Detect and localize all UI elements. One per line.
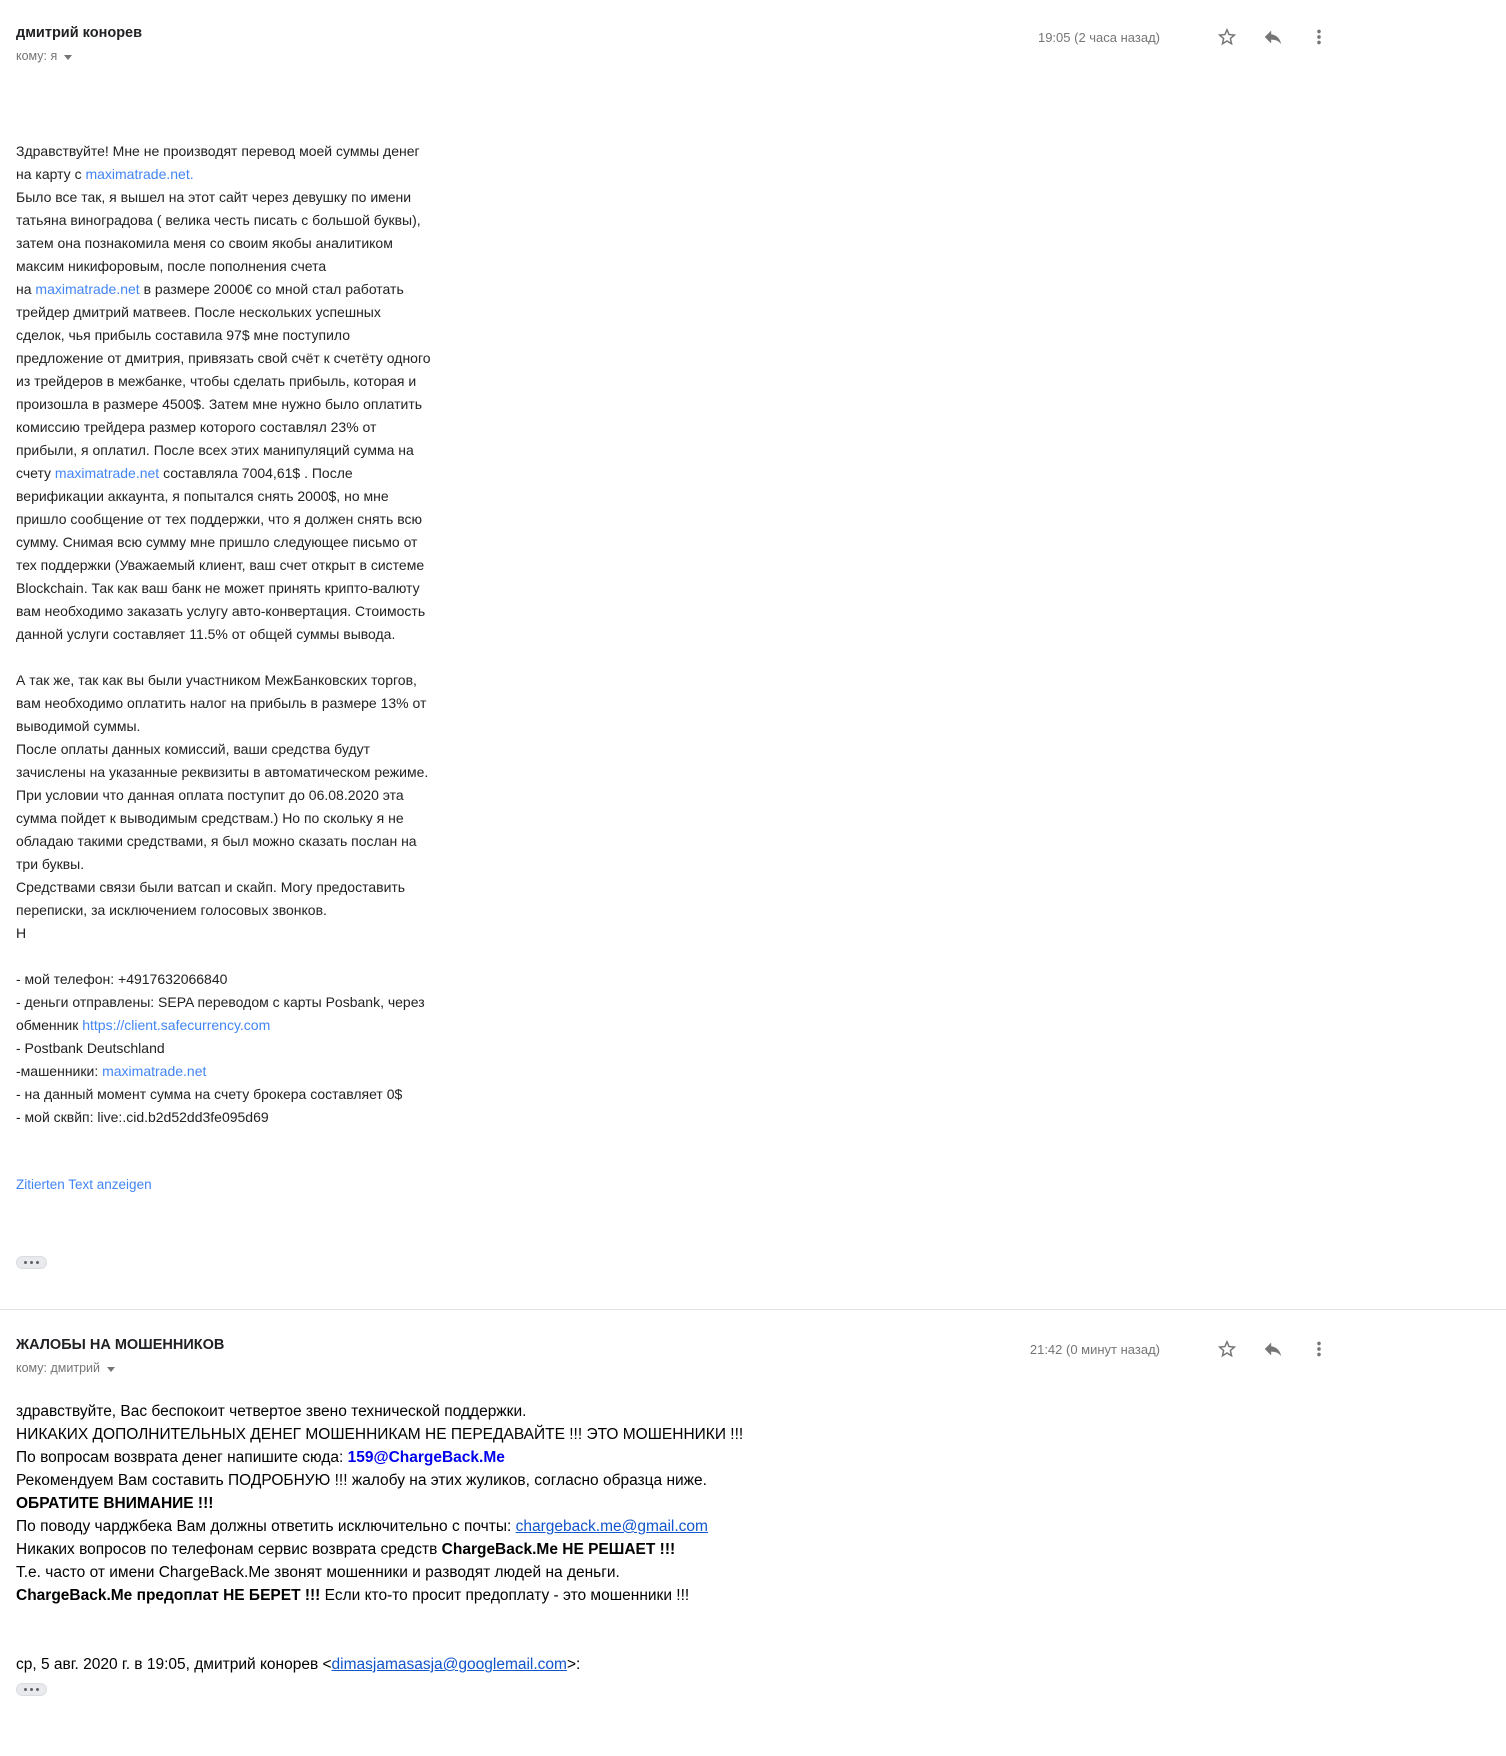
- sender-name: дмитрий конорев: [16, 25, 143, 41]
- body-text: на карту с: [16, 166, 86, 182]
- body-line: [16, 1630, 1506, 1653]
- body-text: комиссию трейдера размер которого составлял 23% от: [16, 419, 377, 435]
- body-link[interactable]: maximatrade.net.: [85, 166, 194, 182]
- body-line: [16, 922, 1506, 945]
- body-line: [16, 830, 1506, 853]
- body-line: [16, 301, 1506, 324]
- more-button[interactable]: [1308, 1338, 1330, 1360]
- body-line: [16, 278, 1506, 301]
- body-text: верификации аккаунта, я попытался снять 2000$, но мне: [16, 488, 389, 504]
- body-line: [16, 1538, 1506, 1561]
- body-line: [16, 439, 1506, 462]
- body-line: [16, 1037, 1506, 1060]
- message-body: [16, 1400, 1506, 1676]
- body-line: [16, 462, 1506, 485]
- message-1-header-right: [1038, 26, 1330, 48]
- star-icon: [1216, 1338, 1238, 1360]
- body-line: [16, 393, 1506, 416]
- show-quoted-text-link[interactable]: Zitierten Text anzeigen: [16, 1177, 152, 1192]
- body-line: [16, 692, 1506, 715]
- message-2: [0, 1310, 1506, 1696]
- body-text: Н: [16, 925, 27, 941]
- body-link[interactable]: maximatrade.net: [35, 281, 140, 297]
- body-text: счету: [16, 465, 55, 481]
- body-line: [16, 255, 1506, 278]
- body-text: составляла 7004,61$ . После: [159, 465, 353, 481]
- star-icon: [1216, 26, 1238, 48]
- body-link[interactable]: chargeback.me@gmail.com: [515, 1518, 708, 1535]
- body-text: татьяна виноградова ( велика честь писать с большой буквы),: [16, 212, 421, 228]
- body-text: данной услуги составляет 11.5% от общей суммы вывода.: [16, 626, 396, 642]
- message-body: [16, 140, 1506, 1129]
- reply-icon: [1262, 1338, 1284, 1360]
- body-link[interactable]: maximatrade.net: [102, 1063, 207, 1079]
- body-line: [16, 991, 1506, 1014]
- body-line: [16, 1446, 1506, 1469]
- star-button[interactable]: [1216, 26, 1238, 48]
- body-line: [16, 945, 1506, 968]
- body-text: выводимой суммы.: [16, 718, 141, 734]
- body-text: из трейдеров в межбанке, чтобы сделать прибыль, которая и: [16, 373, 417, 389]
- message-1-header-left: [16, 24, 142, 64]
- recipient-label: кому: я: [16, 49, 58, 63]
- ellipsis-icon: [24, 1261, 27, 1264]
- reply-button[interactable]: [1262, 26, 1284, 48]
- body-line: [16, 1469, 1506, 1492]
- body-line: [16, 508, 1506, 531]
- more-vert-icon: [1308, 26, 1330, 48]
- body-link[interactable]: 159@ChargeBack.Me: [347, 1449, 505, 1466]
- body-line: [16, 416, 1506, 439]
- body-link[interactable]: maximatrade.net: [54, 465, 160, 481]
- body-line: [16, 554, 1506, 577]
- show-trimmed-content-button[interactable]: [16, 1256, 47, 1269]
- body-text: Здравствуйте! Мне не производят перевод моей суммы денег: [16, 143, 420, 159]
- ellipsis-icon: [24, 1688, 27, 1691]
- recipient-row[interactable]: [16, 1361, 224, 1376]
- body-line: [16, 1014, 1506, 1037]
- body-line: [16, 1653, 1506, 1676]
- message-2-header-right: [1030, 1338, 1330, 1360]
- body-line: [16, 232, 1506, 255]
- body-text: ChargeBack.Me НЕ РЕШАЕТ !!!: [441, 1541, 676, 1558]
- body-text: ср, 5 авг. 2020 г. в 19:05, дмитрий конорев <: [16, 1656, 332, 1673]
- body-text: обладаю такими средствами, я был можно сказать послан на: [16, 833, 417, 849]
- body-text: в размере 2000€ со мной стал работать: [139, 281, 404, 297]
- body-text: здравствуйте, Вас беспокоит четвертое звено технической поддержки.: [16, 1403, 527, 1420]
- body-text: По поводу чарджбека Вам должны ответить исключительно с почты:: [16, 1518, 516, 1535]
- body-line: [16, 968, 1506, 991]
- body-line: [16, 784, 1506, 807]
- body-text: произошла в размере 4500$. Затем мне нужно было оплатить: [16, 396, 423, 412]
- body-text: - Postbank Deutschland: [16, 1040, 165, 1056]
- body-text: Если кто-то просит предоплату - это мошенники !!!: [320, 1587, 690, 1604]
- body-line: [16, 1515, 1506, 1538]
- sender-name: ЖАЛОБЫ НА МОШЕННИКОВ: [16, 1337, 225, 1353]
- body-link[interactable]: https://client.safecurrency.com: [82, 1017, 271, 1033]
- body-text: максим никифоровым, после пополнения счета: [16, 258, 327, 274]
- body-text: - мой сквйп: live:.cid.b2d52dd3fe095d69: [16, 1109, 269, 1125]
- body-text: на: [16, 281, 36, 297]
- body-line: [16, 1561, 1506, 1584]
- body-text: Средствами связи были ватсап и скайп. Могу предоставить: [16, 879, 406, 895]
- body-text: прибыли, я оплатил. После всех этих манипуляций сумма на: [16, 442, 414, 458]
- body-line: [16, 531, 1506, 554]
- body-line: [16, 1423, 1506, 1446]
- chevron-down-icon[interactable]: [64, 55, 72, 60]
- body-line: [16, 324, 1506, 347]
- body-text: -машенники:: [16, 1063, 103, 1079]
- body-text: переписки, за исключением голосовых звонков.: [16, 902, 327, 918]
- recipient-label: кому: дмитрий: [16, 1361, 101, 1375]
- body-line: [16, 1607, 1506, 1630]
- body-text: предложение от дмитрия, привязать свой счёт к счетёту одного: [16, 350, 431, 366]
- body-line: [16, 899, 1506, 922]
- body-line: [16, 186, 1506, 209]
- body-line: [16, 163, 1506, 186]
- body-line: [16, 623, 1506, 646]
- body-text: сумма пойдет к выводимым средствам.) Но по скольку я не: [16, 810, 404, 826]
- timestamp: 21:42 (0 минут назад): [1029, 1341, 1160, 1357]
- body-line: [16, 1492, 1506, 1515]
- body-line: [16, 715, 1506, 738]
- body-text: три буквы.: [16, 856, 85, 872]
- timestamp: 19:05 (2 часа назад): [1037, 29, 1160, 45]
- body-line: [16, 577, 1506, 600]
- message-1-header: [16, 0, 1506, 64]
- body-line: [16, 347, 1506, 370]
- body-line: [16, 485, 1506, 508]
- body-text: вам необходимо заказать услугу авто-конвертация. Стоимость: [16, 603, 426, 619]
- body-text: тех поддержки (Уважаемый клиент, ваш счет открыт в системе: [16, 557, 425, 573]
- body-line: [16, 1106, 1506, 1129]
- body-text: сделок, чья прибыль составила 97$ мне поступило: [16, 327, 351, 343]
- body-line: [16, 646, 1506, 669]
- more-button[interactable]: [1308, 26, 1330, 48]
- recipient-row[interactable]: [16, 49, 142, 64]
- body-text: По вопросам возврата денег напишите сюда:: [16, 1449, 348, 1466]
- more-vert-icon: [1308, 1338, 1330, 1360]
- body-line: [16, 140, 1506, 163]
- message-2-header-left: [16, 1336, 224, 1376]
- body-line: [16, 1060, 1506, 1083]
- body-line: [16, 209, 1506, 232]
- body-line: [16, 1083, 1506, 1106]
- body-link[interactable]: dimasjamasasja@googlemail.com: [331, 1656, 567, 1673]
- star-button[interactable]: [1216, 1338, 1238, 1360]
- body-text: >:: [566, 1656, 581, 1673]
- body-text: зачислены на указанные реквизиты в автоматическом режиме.: [16, 764, 429, 780]
- body-text: При условии что данная оплата поступит до 06.08.2020 эта: [16, 787, 404, 803]
- body-text: Рекомендуем Вам составить ПОДРОБНУЮ !!! жалобу на этих жуликов, согласно образца ниже.: [16, 1472, 707, 1489]
- reply-icon: [1262, 26, 1284, 48]
- body-text: После оплаты данных комиссий, ваши средства будут: [16, 741, 371, 757]
- show-trimmed-content-button[interactable]: [16, 1683, 47, 1696]
- body-text: сумму. Снимая всю сумму мне пришло следующее письмо от: [16, 534, 418, 550]
- body-text: Никаких вопросов по телефонам сервис возврата средств: [16, 1541, 442, 1558]
- body-line: [16, 738, 1506, 761]
- body-line: [16, 876, 1506, 899]
- body-text: ChargeBack.Me предоплат НЕ БЕРЕТ !!!: [16, 1587, 321, 1604]
- body-line: [16, 600, 1506, 623]
- body-text: - деньги отправлены: SEPA переводом с карты Posbank, через: [16, 994, 425, 1010]
- body-line: [16, 807, 1506, 830]
- body-line: [16, 1584, 1506, 1607]
- body-line: [16, 669, 1506, 692]
- message-2-header: [16, 1336, 1506, 1376]
- body-text: А так же, так как вы были участником МежБанковских торгов,: [16, 672, 417, 688]
- body-line: [16, 1400, 1506, 1423]
- body-text: Т.е. часто от имени ChargeBack.Me звонят мошенники и разводят людей на деньги.: [16, 1564, 620, 1581]
- body-line: [16, 761, 1506, 784]
- reply-button[interactable]: [1262, 1338, 1284, 1360]
- body-text: - на данный момент сумма на счету брокера составляет 0$: [16, 1086, 403, 1102]
- body-text: вам необходимо оплатить налог на прибыль в размере 13% от: [16, 695, 427, 711]
- body-text: обменник: [16, 1017, 83, 1033]
- body-text: пришло сообщение от тех поддержки, что я должен снять всю: [16, 511, 422, 527]
- body-line: [16, 370, 1506, 393]
- body-text: затем она познакомила меня со своим якобы аналитиком: [16, 235, 393, 251]
- chevron-down-icon[interactable]: [107, 1367, 115, 1372]
- body-text: ОБРАТИТЕ ВНИМАНИЕ !!!: [16, 1495, 214, 1512]
- body-text: Было все так, я вышел на этот сайт через девушку по имени: [16, 189, 412, 205]
- body-text: трейдер дмитрий матвеев. После нескольких успешных: [16, 304, 381, 320]
- body-text: НИКАКИХ ДОПОЛНИТЕЛЬНЫХ ДЕНЕГ МОШЕННИКАМ НЕ ПЕРЕДАВАЙТЕ !!! ЭТО МОШЕННИКИ !!!: [16, 1426, 744, 1443]
- body-text: Blockchain. Так как ваш банк не может принять крипто-валюту: [16, 580, 420, 596]
- body-text: - мой телефон: +4917632066840: [16, 971, 228, 987]
- body-line: [16, 853, 1506, 876]
